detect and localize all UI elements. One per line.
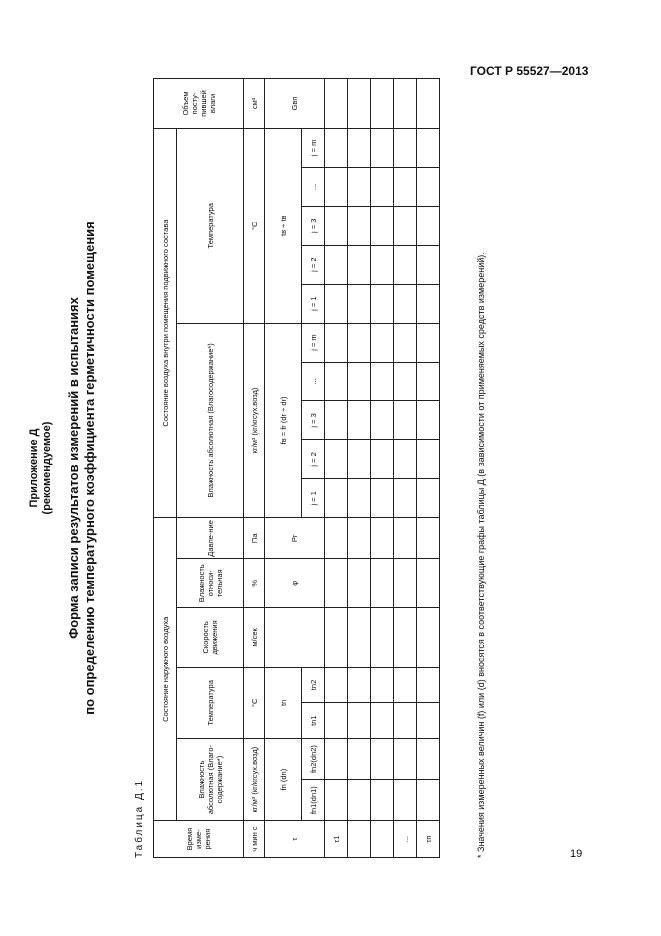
standard-code: ГОСТ Р 55527—2013	[470, 64, 589, 78]
table-row	[371, 79, 394, 858]
sym-fn: fn (dn)	[265, 739, 302, 821]
col-abs-humidity-in-header: Влажность абсолютная (Влагосодержание*)	[177, 323, 244, 518]
sym-fv: fв = fr (dr ÷ dr)	[265, 323, 302, 518]
sym-tn1: tn1	[302, 703, 325, 739]
unit-temperature-in: °С	[244, 128, 265, 323]
unit-abs-humidity-out: кг/м³ (кг/кгсух.возд)	[244, 739, 265, 821]
row-label-empty	[371, 821, 394, 858]
unit-rel-humidity: %	[244, 559, 265, 608]
footnote: * Значения измеренных величин (f) или (d) вносятся в соответствующие графы таблицы Д (в зависимости от применяемых средств измерений).	[476, 252, 486, 858]
sym-tn: tn	[265, 667, 302, 738]
j-label: j = 3	[302, 206, 325, 245]
appendix-status: (рекомендуемое)	[41, 421, 53, 515]
row-label-dots: ...	[394, 821, 417, 858]
cell-speed-empty	[265, 608, 325, 668]
unit-temperature-out: °С	[244, 667, 265, 738]
col-temperature-in-header: Температура	[177, 128, 244, 323]
page-number: 19	[570, 848, 583, 860]
sym-fn1: fn1(dn1)	[302, 780, 325, 821]
form-title-line-1: Форма записи результатов измерений в испытаниях	[66, 297, 81, 639]
j-label: j = 2	[302, 245, 325, 284]
row-label-tn: τп	[417, 821, 440, 858]
sym-p: Pr	[265, 518, 325, 559]
sym-phi: φ	[265, 559, 325, 608]
unit-moisture-volume: см³	[244, 79, 265, 129]
unit-pressure: Па	[244, 518, 265, 559]
sym-fn2: fn2(dn2)	[302, 739, 325, 780]
sym-tv: tв ÷ tв	[265, 128, 302, 323]
group-indoor-header: Состояние воздуха внутри помещения подвижного состава	[154, 128, 177, 517]
table-caption: Таблица Д.1	[134, 778, 145, 858]
measurement-table	[153, 78, 440, 858]
appendix-heading	[28, 78, 54, 858]
j-label: j = m	[302, 128, 325, 167]
col-temperature-out-header: Температура	[177, 667, 244, 738]
col-abs-humidity-out-header: Влажность абсолютная (Влаго-содержание*)	[177, 739, 244, 821]
form-title	[66, 78, 98, 858]
unit-abs-humidity-in: кг/м³ (кг/кгсух.возд)	[244, 323, 265, 518]
appendix-title: Приложение Д	[28, 428, 40, 508]
col-rel-humidity-header: Влажность относи-тельная	[177, 559, 244, 608]
group-outdoor-header: Состояние наружного воздуха	[154, 518, 177, 821]
col-moisture-volume-header: Объем посту-пившей влаги	[154, 79, 244, 129]
sym-g: Gвп	[265, 79, 325, 129]
table-row	[417, 79, 440, 858]
row-label-empty	[348, 821, 371, 858]
unit-time: ч мин с	[244, 821, 265, 858]
form-title-line-2: по определению температурного коэффициента герметичности помещения	[82, 221, 97, 715]
col-speed-header: Скорость движения	[177, 608, 244, 668]
unit-speed: м/сек	[244, 608, 265, 668]
table-row	[348, 79, 371, 858]
col-time-header: Время изме-рения	[154, 821, 244, 858]
row-label-t1: τ1	[325, 821, 348, 858]
table-row	[325, 79, 348, 858]
col-pressure-header: Давле-ние	[177, 518, 244, 559]
sym-time: τ	[265, 821, 325, 858]
j-label: ...	[302, 167, 325, 206]
table-row	[394, 79, 417, 858]
j-label: j = 1	[302, 479, 325, 518]
j-label: j = m	[302, 323, 325, 362]
rotated-content	[28, 78, 588, 858]
j-label: j = 1	[302, 284, 325, 323]
j-label: ...	[302, 362, 325, 401]
j-label: j = 2	[302, 440, 325, 479]
sym-tn2: tn2	[302, 667, 325, 703]
j-label: j = 3	[302, 401, 325, 440]
